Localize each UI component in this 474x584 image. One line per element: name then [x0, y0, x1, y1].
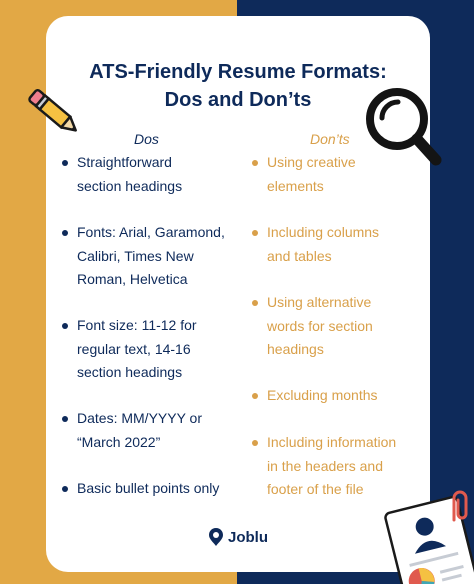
bullet-dot	[62, 416, 68, 422]
bullet-dot	[252, 393, 258, 399]
dos-item-line: Font size: 11-12 for	[77, 317, 197, 333]
brand-name: Joblu	[228, 528, 268, 546]
donts-item-line: Excluding months	[267, 387, 378, 403]
donts-item	[267, 221, 379, 268]
donts-heading: Don’ts	[310, 131, 350, 147]
bullet-dot	[252, 300, 258, 306]
magnifier-icon	[362, 84, 444, 170]
donts-item-line: Including information	[267, 434, 397, 450]
bullet-dot	[62, 160, 68, 166]
brand-logo	[208, 526, 268, 548]
donts-item	[267, 291, 373, 362]
dos-item	[77, 151, 182, 198]
donts-item-line: headings	[267, 341, 324, 357]
bullet-dot	[62, 486, 68, 492]
bullet-dot	[252, 440, 258, 446]
dos-heading: Dos	[134, 131, 159, 147]
bullet-dot	[252, 230, 258, 236]
donts-item-line: in the headers and	[267, 457, 383, 474]
dos-item-line: regular text, 14-16	[77, 340, 191, 357]
dos-item-line: section headings	[77, 177, 183, 194]
joblu-logo-icon	[208, 527, 224, 547]
dos-item	[77, 477, 219, 501]
dos-item-line: Straightforward	[77, 154, 172, 170]
bullet-dot	[252, 160, 258, 166]
bullet-dot	[62, 323, 68, 329]
page-title-line-2: Dos and Don’ts	[164, 89, 312, 111]
dos-item	[77, 314, 197, 385]
page-title-line-1: ATS-Friendly Resume Formats:	[89, 61, 387, 83]
donts-item-line: words for section	[267, 317, 373, 334]
dos-item	[77, 221, 225, 292]
donts-item-line: and tables	[267, 247, 332, 264]
donts-item-line: Including columns	[267, 224, 380, 240]
paperclip-icon	[446, 490, 470, 524]
donts-item-line: Using creative	[267, 154, 356, 170]
dos-item-line: Roman, Helvetica	[77, 271, 188, 287]
donts-item-line: footer of the file	[267, 481, 364, 497]
donts-item-line: Using alternative	[267, 294, 372, 310]
dos-item-line: Calibri, Times New	[77, 247, 194, 264]
bullet-dot	[62, 230, 68, 236]
dos-item-line: Fonts: Arial, Garamond,	[77, 224, 225, 240]
dos-item-line: Dates: MM/YYYY or	[77, 410, 203, 426]
pencil-icon	[22, 82, 88, 144]
dos-item-line: “March 2022”	[77, 433, 161, 450]
dos-item-line: Basic bullet points only	[77, 480, 220, 496]
donts-item-line: elements	[267, 177, 324, 194]
donts-item	[267, 431, 396, 502]
donts-item	[267, 384, 378, 408]
donts-item	[267, 151, 356, 198]
dos-item	[77, 407, 202, 454]
dos-item-line: section headings	[77, 364, 183, 380]
